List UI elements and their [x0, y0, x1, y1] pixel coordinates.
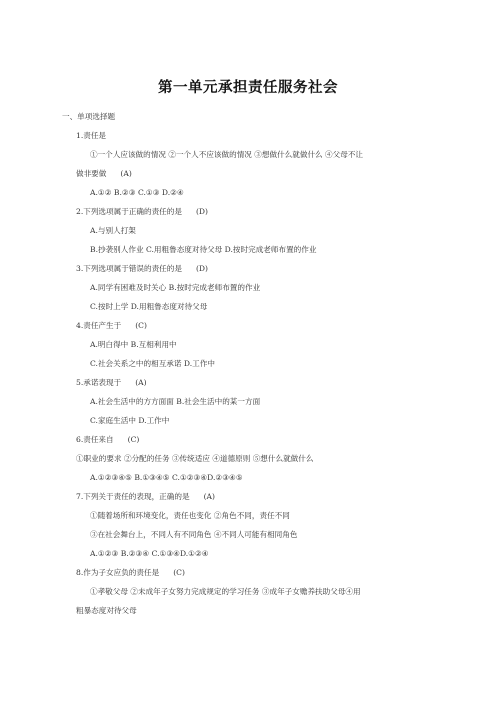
q8-options-1: ①孝敬父母 ②未成年子女努力完成规定的学习任务 ③成年子女赡养扶助父母④用 — [90, 587, 361, 596]
q5-choices-ab: A.社会生活中的方方面面 B.社会生活中的某一方面 — [90, 397, 261, 406]
q5-stem: 5.承诺表现于 — [76, 378, 122, 387]
q2-choices-bcd: B.抄袭别人作业 C.用粗鲁态度对待父母 D.按时完成老师布置的作业 — [90, 245, 317, 254]
q7-options-2: ③在社会舞台上，不同人有不同角色 ④不同人可能有相同角色 — [90, 530, 298, 539]
q3-stem-line — [76, 264, 208, 274]
q2-stem: 2.下列选项属于正确的责任的是 — [76, 207, 182, 216]
q1-answer: (A) — [120, 169, 132, 178]
q2-stem-line — [76, 207, 208, 217]
q4-choices-cd: C.社会关系之中的相互承诺 D.工作中 — [90, 359, 215, 368]
q1-options: ①一个人应该做的情况 ②一个人不应该做的情况 ③想做什么就做什么 ④父母不让 — [90, 150, 364, 159]
q3-choices-cd: C.按时上学 D.用粗鲁态度对待父母 — [90, 302, 208, 311]
q6-answer: (C) — [127, 435, 140, 444]
q8-stem: 8.作为子女应负的责任是 — [76, 568, 160, 577]
q7-answer: (A) — [203, 492, 215, 501]
q7-options-1: ①随着场所和环境变化，责任也变化 ②角色不同，责任不同 — [90, 511, 290, 520]
q6-stem-line — [76, 435, 139, 445]
q1-options-cont — [76, 169, 132, 179]
q3-stem: 3.下列选项属于错误的责任的是 — [76, 264, 182, 273]
q6-choices: A.①②③④⑤ B.①③④⑤ C.①②③④D.②③④⑤ — [90, 473, 243, 482]
q8-answer: (C) — [173, 568, 185, 577]
q8-stem-line — [76, 568, 185, 578]
q4-answer: (C) — [135, 321, 147, 330]
q1-options-cont-text: 做非要做 — [76, 169, 107, 178]
q5-answer: (A) — [135, 378, 147, 387]
q5-stem-line — [76, 378, 147, 388]
q7-stem-line — [76, 492, 215, 502]
q4-stem: 4.责任产生于 — [76, 321, 122, 330]
q6-stem: 6.责任来自 — [76, 435, 114, 444]
section-heading: 一、单项选择题 — [62, 112, 116, 121]
q5-choices-cd: C.家庭生活中 D.工作中 — [90, 416, 170, 425]
q3-answer: (D) — [195, 264, 208, 273]
document-title: 第一单元承担责任服务社会 — [158, 80, 338, 96]
q6-options: ①职业的要求 ②分配的任务 ③传统适应 ④道德原则 ⑤想什么就做什么 — [76, 454, 314, 463]
q7-stem: 7.下列关于责任的表现，正确的是 — [76, 492, 190, 501]
q3-choices-ab: A.同学有困难及时关心 B.按时完成老师布置的作业 — [90, 283, 261, 292]
q2-choice-a: A.与别人打架 — [90, 226, 136, 235]
q8-options-2: 粗暴态度对待父母 — [76, 606, 137, 615]
q4-stem-line — [76, 321, 147, 331]
q2-answer: (D) — [195, 207, 208, 216]
q1-choices: A.①② B.②③ C.①③ D.②④ — [90, 188, 184, 197]
q4-choices-ab: A.明白得中 B.互相利用中 — [90, 340, 177, 349]
q1-stem: 1.责任是 — [76, 131, 107, 140]
q7-choices: A.①②③ B.②③④ C.①③④D.①②④ — [90, 549, 209, 558]
